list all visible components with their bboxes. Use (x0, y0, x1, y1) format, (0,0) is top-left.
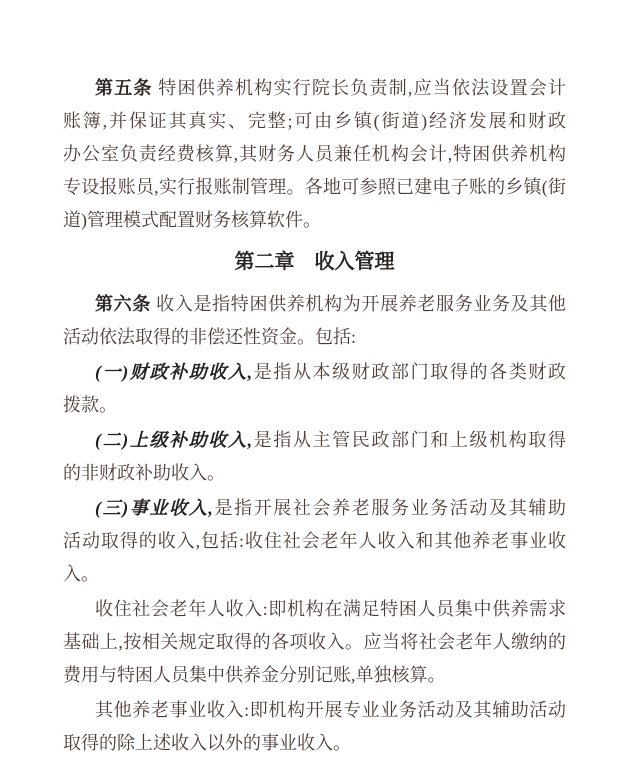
text-line (63, 389, 566, 422)
body-text: 特困供养机构实行院长负责制,应当依法设置会计 (152, 78, 566, 98)
paragraph (63, 694, 566, 760)
text-line (63, 492, 566, 525)
chapter-heading: 第二章 收入管理 (234, 251, 395, 273)
text-line (63, 356, 566, 389)
body-text: 拨款。 (63, 395, 117, 415)
text-line (63, 593, 566, 626)
document-content (63, 72, 566, 760)
article-number: 第六条 (95, 294, 151, 314)
item-label: (二)上级补助收入, (95, 430, 253, 450)
article-number: 第五条 (95, 78, 153, 98)
body-text: 是指开展社会养老服务业务活动及其辅助 (212, 498, 566, 518)
body-text: 基础上,按相关规定取得的各项收入。应当将社会老年人缴纳的 (63, 632, 566, 652)
paragraph (63, 288, 566, 354)
text-line (63, 727, 566, 760)
body-text: 收入是指特困供养机构为开展养老服务业务及其他 (150, 294, 566, 314)
paragraph (63, 593, 566, 692)
body-text: 专设报账员,实行报账制管理。各地可参照已建电子账的乡镇(街 (63, 177, 566, 197)
body-text: 是指从主管民政部门和上级机构取得 (252, 430, 566, 450)
body-text: 办公室负责经费核算,其财务人员兼任机构会计,特困供养机构 (63, 144, 566, 164)
text-line (63, 626, 566, 659)
text-line (63, 171, 566, 204)
body-text: 账簿,并保证其真实、完整;可由乡镇(街道)经济发展和财政 (63, 111, 566, 131)
body-text: 入。 (63, 564, 99, 584)
text-line (63, 321, 566, 354)
text-line (63, 204, 566, 237)
text-line (63, 457, 566, 490)
body-text: 是指从本级财政部门取得的各类财政 (252, 362, 566, 382)
text-line (63, 424, 566, 457)
text-line (63, 288, 566, 321)
body-text: 收住社会老年人收入:即机构在满足特困人员集中供养需求 (95, 599, 566, 619)
body-text: 其他养老事业收入:即机构开展专业业务活动及其辅助活动 (95, 700, 566, 720)
body-text: 取得的除上述收入以外的事业收入。 (63, 733, 351, 753)
item-label: (三)事业收入, (95, 498, 213, 518)
text-line (63, 659, 566, 692)
text-line (63, 138, 566, 171)
body-text: 费用与特困人员集中供养金分别记账,单独核算。 (63, 665, 446, 685)
paragraph (63, 492, 566, 591)
text-line (63, 105, 566, 138)
item-label: (一)财政补助收入, (95, 362, 253, 382)
paragraph (63, 72, 566, 237)
text-line (63, 72, 566, 105)
body-text: 的非财政补助收入。 (63, 463, 225, 483)
paragraph (63, 424, 566, 490)
text-line (63, 694, 566, 727)
paragraph (63, 356, 566, 422)
text-line (63, 525, 566, 558)
text-line (63, 558, 566, 591)
body-text: 活动依法取得的非偿还性资金。包括: (63, 327, 356, 347)
body-text: 道)管理模式配置财务核算软件。 (63, 210, 321, 230)
body-text: 活动取得的收入,包括:收住社会老年人收入和其他养老事业收 (63, 531, 566, 551)
